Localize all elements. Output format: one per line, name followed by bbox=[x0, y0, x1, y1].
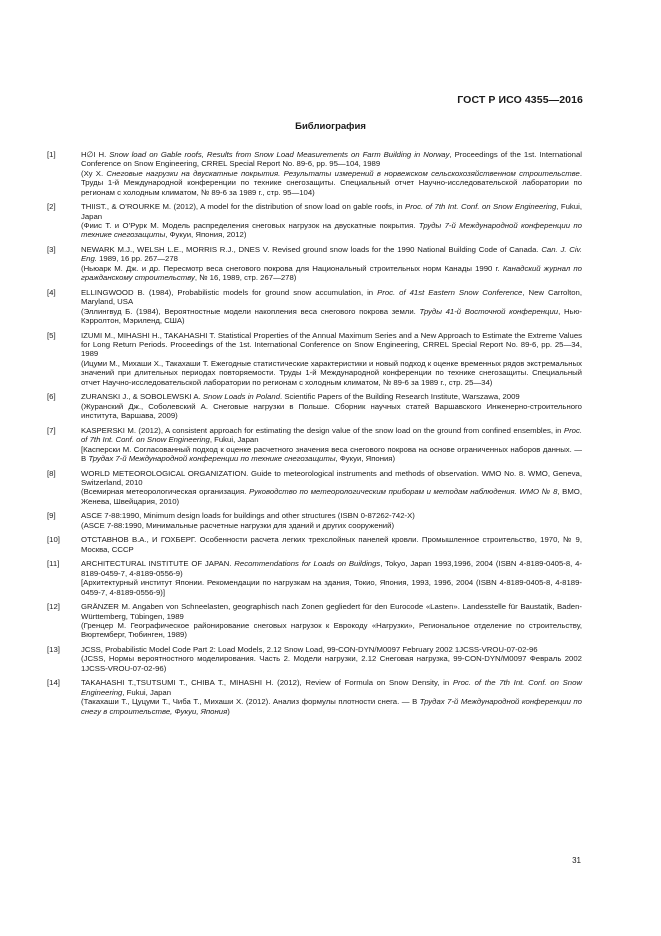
reference-text bbox=[81, 645, 582, 673]
reference-line: (Такахаши Т., Цуцуми Т., Чиба Т., Михаши Х. (2012). Анализ формулы плотности снега. — В Трудах 7-й Международной конференции по снегу в строительстве, Фукуи, Япония) bbox=[81, 697, 582, 716]
reference-text bbox=[81, 202, 582, 240]
reference-line: (Эллингвуд Б. (1984), Вероятностные модели накопления веса снегового покрова земли. Труды 41-й Восточной конференции, Нью-Кэрролтон, Мэриленд, США) bbox=[81, 306, 582, 326]
reference-number: [6] bbox=[47, 392, 56, 402]
reference-entry bbox=[47, 469, 582, 507]
reference-text bbox=[81, 288, 582, 326]
reference-number: [3] bbox=[47, 245, 56, 255]
reference-entry bbox=[47, 535, 582, 554]
reference-entry bbox=[47, 678, 582, 716]
reference-text bbox=[81, 678, 582, 716]
reference-entry bbox=[47, 511, 582, 530]
bibliography-list bbox=[47, 150, 582, 721]
reference-text bbox=[81, 602, 582, 640]
reference-line: ARCHITECTURAL INSTITUTE OF JAPAN. Recommendations for Loads on Buildings, Tokyo, Japan 1993,1996, 2004 (ISBN 4-8189-0405-8, 4-8189-0459-7, 4-8189-0556-9) bbox=[81, 559, 582, 578]
reference-number: [2] bbox=[47, 202, 56, 212]
reference-line: (Ицуми М., Михаши Х., Такахаши Т. Ежегодные статистические характеристики и новый подход к оценке временных рядов экстремальных значений при длительных периодах повторяемости. Труды 1-й Международной конференции по технике снегозащиты. Специальный отчет Научно-исследовательской лаборатории по регионам с холодным климатом, № 89-6 за 1989 г., стр. 25—34) bbox=[81, 358, 582, 387]
reference-line: ZURANSKI J., & SOBOLEWSKI A. Snow Loads in Poland. Scientific Papers of the Building Research Institute, Warszawa, 2009 bbox=[81, 392, 520, 402]
standard-code: ГОСТ Р ИСО 4355—2016 bbox=[457, 94, 583, 106]
reference-text bbox=[81, 469, 582, 507]
reference-text bbox=[81, 392, 582, 420]
reference-number: [8] bbox=[47, 468, 56, 478]
reference-number: [1] bbox=[47, 150, 56, 159]
reference-line: (Всемирная метеорологическая организация. Руководство по метеорологическим приборам и методам наблюдения. WMO № 8, ВМО, Женева, Швейцария, 2010) bbox=[81, 487, 582, 506]
reference-line: IZUMI M., MIHASHI H., TAKAHASHI T. Statistical Properties of the Annual Maximum Series and a New Approach to Estimate the Extreme Values for Long Return Periods. Proceedings of the 1st. International Conference on Snow Engineering, CRREL Special Report No. 89-6, pp. 25—34, 1989 bbox=[81, 330, 582, 359]
reference-line: KASPERSKI M. (2012), A consistent approach for estimating the design value of the snow load on the ground from confined ensembles, in Proc. of 7th Int. Conf. on Snow Engineering, Fukui, Japan bbox=[81, 425, 582, 445]
reference-entry bbox=[47, 288, 582, 326]
reference-text bbox=[81, 511, 582, 530]
reference-line: [Архитектурный институт Японии. Рекомендации по нагрузкам на здания, Токио, Япония, 1993, 1996, 2004 (ISBN 4-8189-0405-8, 4-8189-0459-7, 4-8189-0556-9)] bbox=[81, 578, 582, 597]
reference-entry bbox=[47, 331, 582, 387]
reference-entry bbox=[47, 245, 582, 283]
reference-line: (Ху Х. Снеговые нагрузки на двускатные покрытия. Результаты измерений в норвежском сельскохозяйственном строительстве. Труды 1-й Международной конференции по технике снегозащиты. Специальный отчет Научно-исследовательской лаборатории по регионам с холодным климатом, № 89-6 за 1989 г., стр. 95—104) bbox=[81, 168, 582, 197]
reference-number: [12] bbox=[47, 602, 60, 612]
reference-line: GRÄNZER M. Angaben von Schneelasten, geographisch nach Zonen gegliedert für den Eurocode «Lasten». Landesstelle für Baustatik, Baden-Württemberg, Tübingen, 1989 bbox=[81, 602, 582, 621]
reference-text bbox=[81, 426, 582, 464]
reference-entry bbox=[47, 392, 582, 420]
reference-line: (Ньюарк М. Дж. и др. Пересмотр веса снегового покрова для Национальный строительных норм Канады 1990 г. Канадский журнал по гражданскому строительству, № 16, 1989, стр. 267—278) bbox=[81, 263, 582, 283]
reference-text bbox=[81, 535, 582, 554]
reference-entry bbox=[47, 150, 582, 197]
reference-entry bbox=[47, 602, 582, 640]
reference-line: NEWARK M.J., WELSH L.E., MORRIS R.J., DNES V. Revised ground snow loads for the 1990 National Building Code of Canada. Can. J. Civ. Eng. 1989, 16 pp. 267—278 bbox=[81, 245, 582, 264]
reference-text bbox=[81, 150, 582, 197]
reference-number: [5] bbox=[47, 330, 56, 340]
reference-number: [13] bbox=[47, 644, 60, 654]
reference-line: JCSS, Probabilistic Model Code Part 2: Load Models, 2.12 Snow Load, 99-CON-DYN/M0097 February 2002 1JCSS-VROU-07-02-96 bbox=[81, 644, 538, 654]
reference-number: [9] bbox=[47, 511, 56, 521]
reference-number: [11] bbox=[47, 559, 60, 569]
reference-entry bbox=[47, 559, 582, 597]
reference-entry bbox=[47, 202, 582, 240]
reference-line: (Фиис Т. и О’Рурк М. Модель распределения снеговых нагрузок на двускатные покрытия. Труды 7-й Международной конференции по технике снегозащиты, Фукуи, Япония, 2012) bbox=[81, 221, 582, 240]
reference-number: [14] bbox=[47, 678, 60, 688]
reference-line: (Гренцер М. Географическое районирование снеговых нагрузок к Еврокоду «Нагрузки», Региональное отделение по строительству, Вюртемберг, Тюбинген, 1989) bbox=[81, 620, 582, 640]
reference-line: ELLINGWOOD B. (1984), Probabilistic models for ground snow accumulation, in Proc. of 41st Eastern Snow Conference, New Carrolton, Maryland, USA bbox=[81, 287, 583, 307]
reference-entry bbox=[47, 645, 582, 673]
reference-line: WORLD METEOROLOGICAL ORGANIZATION. Guide to meteorological instruments and methods of observation. WMO No. 8. WMO, Geneva, Switzerland, 2010 bbox=[81, 468, 582, 487]
reference-entry bbox=[47, 426, 582, 464]
reference-text bbox=[81, 331, 582, 387]
reference-number: [10] bbox=[47, 535, 60, 545]
reference-number: [7] bbox=[47, 425, 56, 435]
reference-line: (ASCE 7-88:1990, Минимальные расчетные нагрузки для зданий и других сооружений) bbox=[81, 520, 395, 530]
reference-line: (Журанский Дж., Соболевский А. Снеговые нагрузки в Польше. Сборник научных статей Варшавского Инженерно-строительного института, Варшава, 2009) bbox=[81, 401, 582, 421]
reference-line: THIIST., & O’ROURKE M. (2012), A model for the distribution of snow load on gable roofs, in Proc. of 7th Int. Conf. on Snow Engineering, Fukui, Japan bbox=[81, 202, 582, 221]
reference-line: TAKAHASHI T.,TSUTSUMI T., CHIBA T., MIHASHI H. (2012), Review of Formula on Snow Density, in Proc. of the 7th Int. Conf. on Snow Engineering, Fukui, Japan bbox=[81, 678, 582, 697]
reference-line: H∅I H. Snow load on Gable roofs, Results from Snow Load Measurements on Farm Building in Norway, Proceedings of the 1st. International Conference on Snow Engineering, CRREL Special Report No. 89-6, pp. 95—104, 1989 bbox=[81, 150, 583, 169]
reference-text bbox=[81, 559, 582, 597]
reference-line: ASCE 7-88:1990, Minimum design loads for buildings and other structures (ISBN 0-87262-742-X) bbox=[81, 511, 415, 521]
reference-line: ОТСТАВНОВ В.А., И ГОХБЕРГ. Особенности расчета легких трехслойных панелей кровли. Промышленное строительство, 1970, № 9, Москва, СССР bbox=[81, 535, 582, 554]
reference-number: [4] bbox=[47, 287, 56, 297]
page-title: Библиография bbox=[295, 121, 366, 132]
reference-line: [Касперски М. Согласованный подход к оценке расчетного значения веса снегового покрова на основе ограниченных наборов данных. — В Трудах 7-й Международной конференции по технике снегозащиты, Фукуи, Япония) bbox=[81, 444, 582, 463]
reference-text bbox=[81, 245, 582, 283]
reference-line: (JCSS, Нормы вероятностного моделирования. Часть 2. Модели нагрузки, 2.12 Снеговая нагрузка, 99-CON-DYN/M0097 Февраль 2002 1JCSS-VROU-07-02-96) bbox=[81, 654, 582, 673]
page-number: 31 bbox=[572, 856, 581, 865]
